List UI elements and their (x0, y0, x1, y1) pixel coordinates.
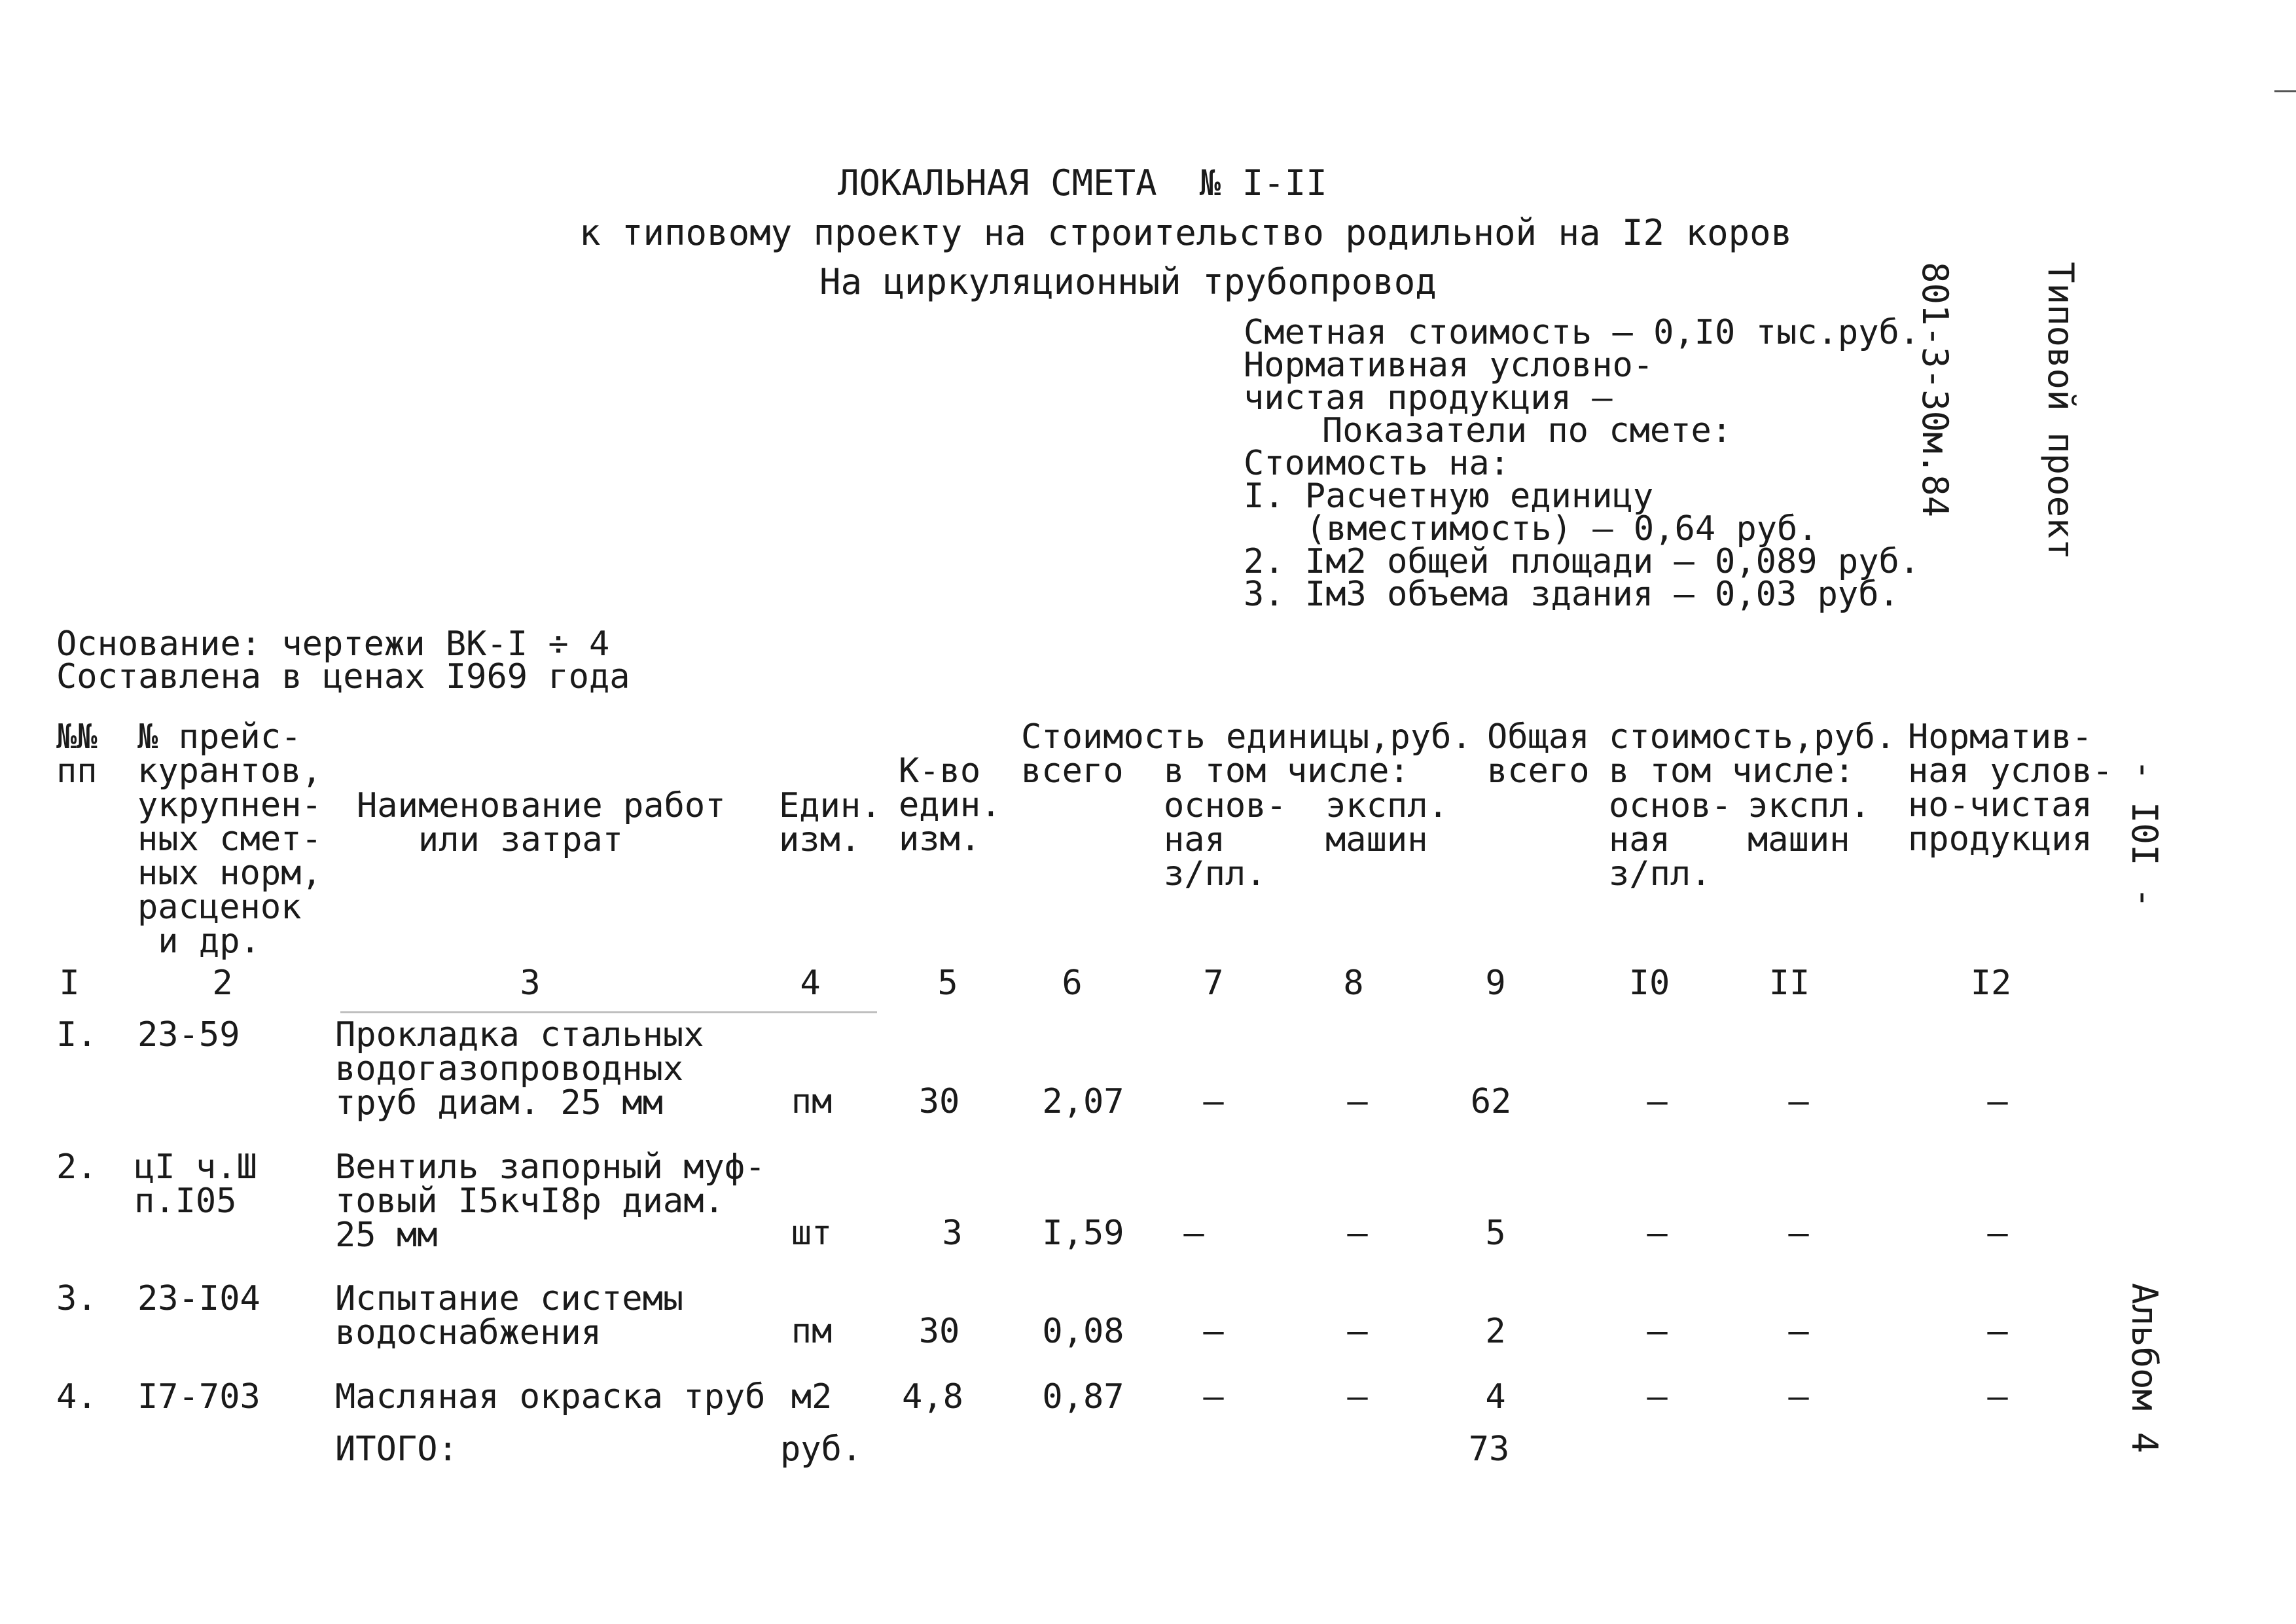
row-unit: пм (791, 1082, 833, 1121)
row-total-machines: – (1788, 1214, 1809, 1253)
header-total-incl: в том числе: (1609, 751, 1855, 791)
row-unit-total: I,59 (1042, 1214, 1124, 1253)
row-number: 4. (56, 1377, 98, 1416)
row-name: Вентиль запорный муф- товый I5кчI8р диам. 25 мм (335, 1147, 766, 1255)
row-total-wage: – (1647, 1082, 1668, 1121)
row-unit: пм (791, 1312, 833, 1351)
indicators-title: Показатели по смете: (1322, 411, 1732, 450)
column-number: 8 (1343, 964, 1364, 1003)
total-label: ИТОГО: (335, 1430, 458, 1469)
row-normative: – (1987, 1214, 2008, 1253)
row-unit-machines: – (1347, 1312, 1368, 1351)
row-name: Масляная окраска труб (335, 1377, 766, 1416)
cost-on-label: Стоимость на: (1244, 444, 1510, 483)
column-number: 9 (1485, 964, 1506, 1003)
row-number: 3. (56, 1279, 98, 1318)
row-total: 2 (1485, 1312, 1506, 1351)
row-number: 2. (56, 1147, 98, 1187)
header-divider (340, 1011, 877, 1013)
row-unit-wage: – (1183, 1214, 1204, 1253)
row-unit-total: 0,87 (1042, 1377, 1124, 1416)
project-code: 801-3-30м.84 (1914, 262, 1956, 518)
row-unit-total: 2,07 (1042, 1082, 1124, 1121)
row-unit-machines: – (1347, 1377, 1368, 1416)
column-number: 7 (1203, 964, 1224, 1003)
column-number: 3 (520, 964, 541, 1003)
row-name: Прокладка стальных водогазопроводных труб диам. 25 мм (335, 1015, 704, 1123)
header-total-machines: экспл. машин (1748, 786, 1871, 859)
row-unit-machines: – (1347, 1214, 1368, 1253)
header-quantity: К-во един. изм. (899, 751, 1001, 859)
row-code: 23-59 (137, 1015, 240, 1055)
row-normative: – (1987, 1082, 2008, 1121)
header-unit-incl: в том числе: (1164, 751, 1410, 791)
row-quantity: 30 (918, 1312, 960, 1351)
basis-prices: Составлена в ценах I969 года (56, 657, 630, 696)
header-total-group-b: стоимость,руб. (1609, 717, 1896, 757)
indicator-item-1-value: (вместимость) – 0,64 руб. (1306, 509, 1818, 549)
header-unit: Един. изм. (779, 786, 882, 859)
project-label: Типовой проект (2040, 262, 2081, 560)
total-unit: руб. (780, 1430, 863, 1469)
row-unit-wage: – (1203, 1082, 1224, 1121)
row-unit-machines: – (1347, 1082, 1368, 1121)
grand-total: 73 (1468, 1430, 1510, 1469)
indicator-item-3: 3. Iм3 объема здания – 0,03 руб. (1244, 575, 1899, 614)
row-unit-wage: – (1203, 1312, 1224, 1351)
row-unit: м2 (791, 1377, 833, 1416)
column-number: I0 (1628, 964, 1670, 1003)
row-normative: – (1987, 1312, 2008, 1351)
indicator-item-1: I. Расчетную единицу (1244, 477, 1654, 516)
column-number: I2 (1970, 964, 2012, 1003)
row-quantity: 4,8 (902, 1377, 963, 1416)
row-quantity: 30 (918, 1082, 960, 1121)
estimated-cost: Сметная стоимость – 0,I0 тыс.руб. (1244, 313, 1920, 352)
row-total: 4 (1485, 1377, 1506, 1416)
header-unit-total: всего (1021, 751, 1124, 791)
document-subtitle: к типовому проекту на строительство родильной на I2 коров (579, 212, 1793, 253)
row-total-wage: – (1647, 1377, 1668, 1416)
column-number: 4 (800, 964, 821, 1003)
column-number: I (59, 964, 80, 1003)
row-unit-wage: – (1203, 1377, 1224, 1416)
normative-line-2: чистая продукция – (1244, 378, 1613, 418)
header-price-list: № прейс- курантов, укрупнен- ных смет- ных норм, расценок и др. (137, 717, 322, 961)
header-total: всего (1487, 751, 1590, 791)
row-total-wage: – (1647, 1312, 1668, 1351)
column-number: 6 (1062, 964, 1083, 1003)
header-unit-machines: экспл. машин (1325, 786, 1448, 859)
row-unit: шт (791, 1214, 833, 1253)
edge-mark (2274, 90, 2296, 92)
album-label: Альбом 4 (2124, 1283, 2165, 1454)
row-name: Испытание системы водоснабжения (335, 1279, 684, 1352)
indicator-item-2: 2. Iм2 общей площади – 0,089 руб. (1244, 542, 1920, 581)
row-quantity: 3 (942, 1214, 963, 1253)
row-total-wage: – (1647, 1214, 1668, 1253)
header-row-number: №№ пп (56, 717, 98, 791)
header-work-name: Наименование работ или затрат (357, 786, 726, 859)
column-number: II (1768, 964, 1810, 1003)
row-total-machines: – (1788, 1377, 1809, 1416)
header-normative: Норматив- ная услов- но-чистая продукция (1908, 717, 2113, 859)
row-total-machines: – (1788, 1082, 1809, 1121)
row-total-machines: – (1788, 1312, 1809, 1351)
project-number-vertical (1872, 262, 2165, 560)
basis-drawings: Основание: чертежи ВК-I ÷ 4 (56, 624, 610, 664)
header-unit-cost-group: Стоимость единицы,руб. (1021, 717, 1472, 757)
column-number: 2 (212, 964, 233, 1003)
row-number: I. (56, 1015, 98, 1055)
column-number: 5 (937, 964, 958, 1003)
header-total-group-a: Общая (1487, 717, 1590, 757)
normative-line-1: Нормативная условно- (1244, 346, 1654, 385)
header-unit-wage: основ- ная з/пл. (1164, 786, 1287, 893)
page-number: - I0I - (2124, 759, 2165, 909)
header-total-wage: основ- ная з/пл. (1609, 786, 1732, 893)
row-code: I7-703 (137, 1377, 260, 1416)
row-code: 23-I04 (137, 1279, 260, 1318)
row-total: 5 (1485, 1214, 1506, 1253)
row-unit-total: 0,08 (1042, 1312, 1124, 1351)
row-total: 62 (1470, 1082, 1512, 1121)
estimate-subject: На циркуляционный трубопровод (819, 261, 1437, 302)
row-code: цI ч.Ш п.I05 (134, 1147, 257, 1221)
row-normative: – (1987, 1377, 2008, 1416)
document-title: ЛОКАЛЬНАЯ СМЕТА № I-II (838, 162, 1327, 204)
